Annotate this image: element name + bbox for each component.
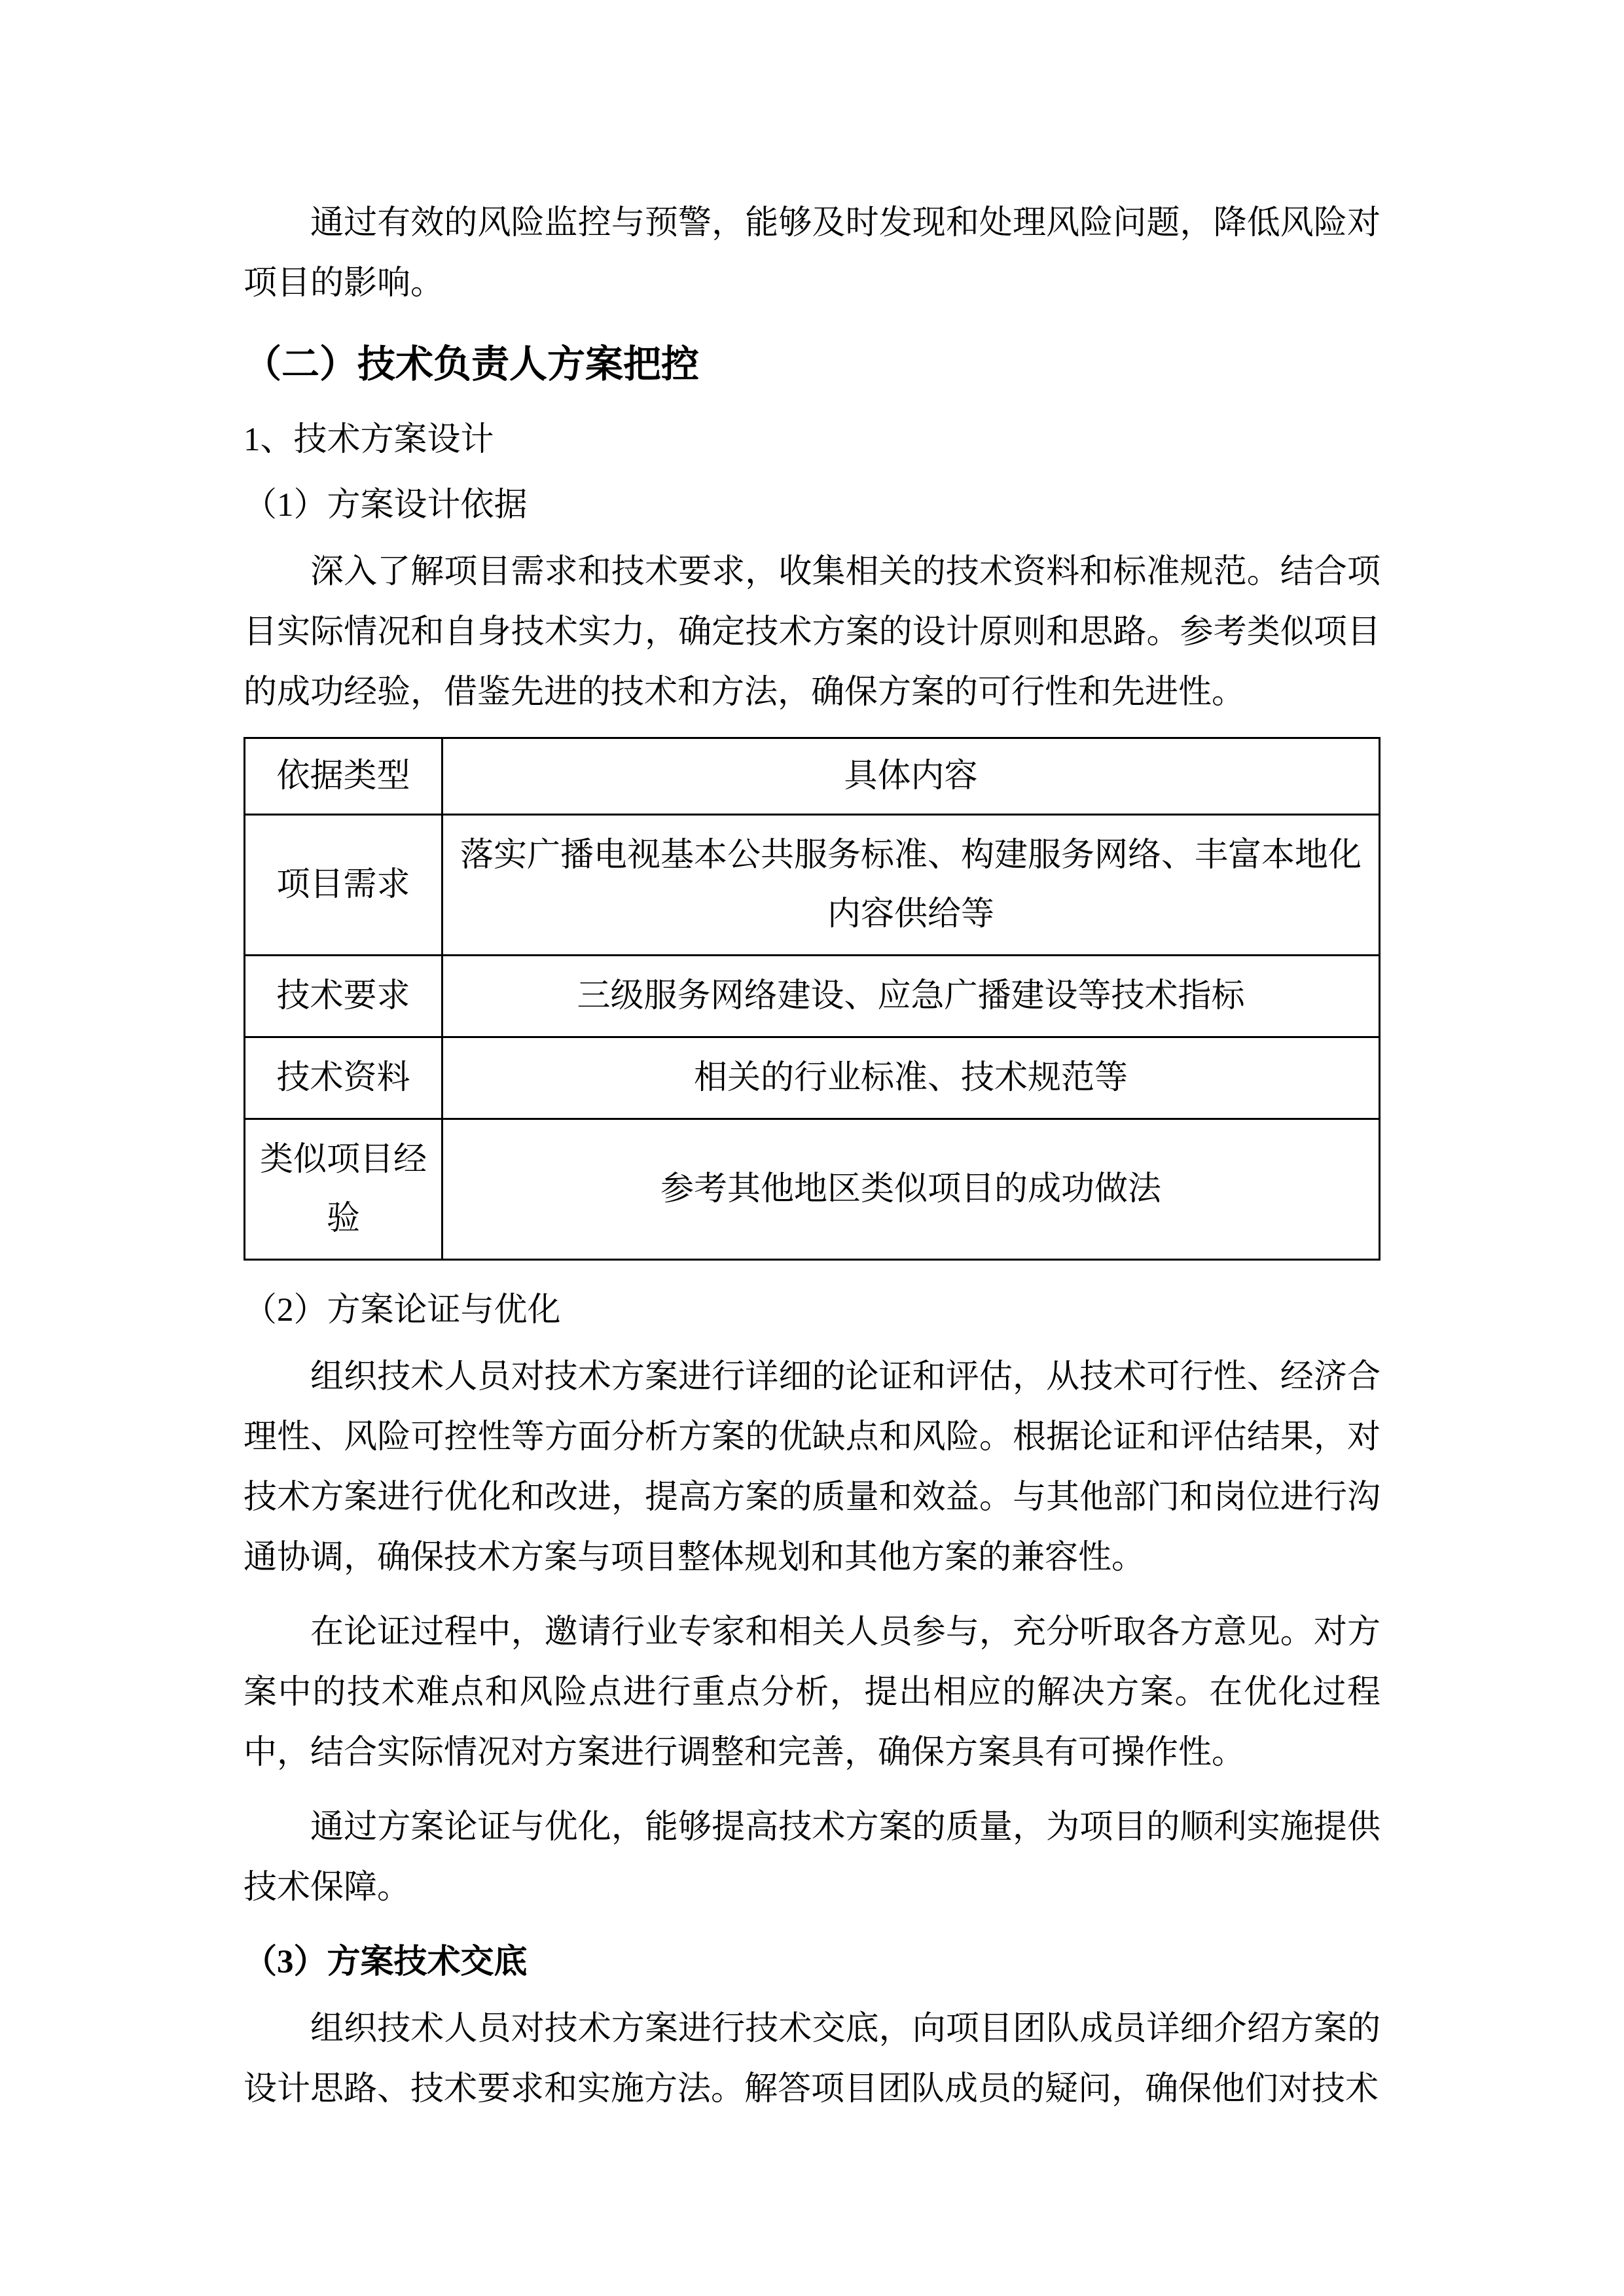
table-row [245,1037,1380,1119]
scheme-review-paragraph-2: 在论证过程中，邀请行业专家和相关人员参与，充分听取各方意见。对方案中的技术难点和风险点进行重点分析，提出相应的解决方案。在优化过程中，结合实际情况对方案进行调整和完善，确保方案具有可操作性。 [244,1614,1380,1771]
table-cell-content: 参考其他地区类似项目的成功做法 [442,1119,1380,1260]
table-cell-type: 技术资料 [245,1037,442,1119]
technical-briefing-paragraph: 组织技术人员对技术方案进行技术交底，向项目团队成员详细介绍方案的设计思路、技术要求和实施方法。解答项目团队成员的疑问，确保他们对技术 [244,2011,1380,2108]
table-row [245,1119,1380,1260]
subsection-heading: 1、技术方案设计 [244,422,494,458]
table-cell-content: 三级服务网络建设、应急广播建设等技术指标 [442,956,1380,1037]
design-basis-table [244,737,1380,1261]
item-heading-technical-briefing: （3）方案技术交底 [244,1944,528,1981]
table-header-content: 具体内容 [442,738,1380,815]
table-cell-type: 项目需求 [245,815,442,956]
table-row [245,815,1380,956]
table-row [245,956,1380,1037]
table-cell-content: 相关的行业标准、技术规范等 [442,1037,1380,1119]
table-header-row [245,738,1380,815]
design-basis-paragraph: 深入了解项目需求和技术要求，收集相关的技术资料和标准规范。结合项目实际情况和自身技术实力，确定技术方案的设计原则和思路。参考类似项目的成功经验，借鉴先进的技术和方法，确保方案的可行性和先进性。 [244,554,1380,711]
table-cell-type: 技术要求 [245,956,442,1037]
table-cell-content: 落实广播电视基本公共服务标准、构建服务网络、丰富本地化内容供给等 [442,815,1380,956]
table-cell-type: 类似项目经验 [245,1119,442,1260]
item-heading-design-basis: （1）方案设计依据 [244,487,528,524]
scheme-review-paragraph-1: 组织技术人员对技术方案进行详细的论证和评估，从技术可行性、经济合理性、风险可控性等方面分析方案的优缺点和风险。根据论证和评估结果，对技术方案进行优化和改进，提高方案的质量和效益。与其他部门和岗位进行沟通协调，确保技术方案与项目整体规划和其他方案的兼容性。 [244,1359,1380,1576]
intro-paragraph: 通过有效的风险监控与预警，能够及时发现和处理风险问题，降低风险对项目的影响。 [244,205,1380,302]
item-heading-scheme-review: （2）方案论证与优化 [244,1292,561,1329]
table-header-basis-type: 依据类型 [245,738,442,815]
scheme-review-paragraph-3: 通过方案论证与优化，能够提高技术方案的质量，为项目的顺利实施提供技术保障。 [244,1809,1380,1906]
section-heading: （二）技术负责人方案把控 [244,343,700,386]
